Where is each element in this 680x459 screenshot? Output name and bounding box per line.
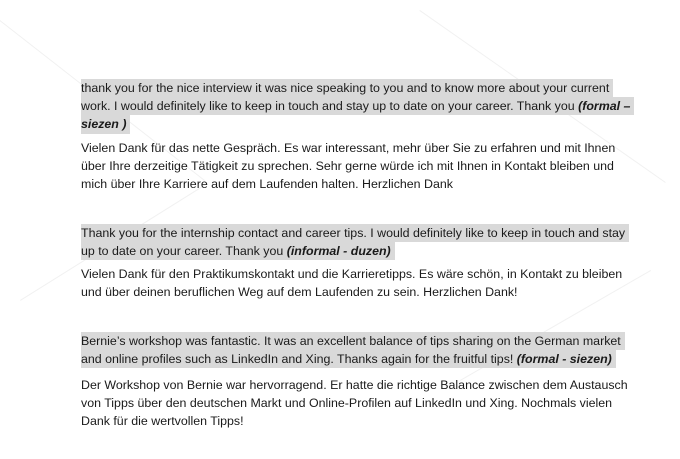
german-line: Vielen Dank für den Praktikumskontakt und die Karrieretipps. Es wäre schön, in Kontakt zu bleiben [81, 267, 623, 281]
entry-1-german [81, 139, 616, 194]
english-line: up to date on your career. Thank you [81, 244, 287, 259]
english-line: thank you for the nice interview it was nice speaking to you and to know more about your current [81, 79, 613, 97]
german-line: Dank für die wertvollen Tipps! [81, 414, 244, 429]
german-line: Vielen Dank für das nette Gespräch. Es war interessant, mehr über Sie zu erfahren und mit Ihnen [81, 141, 616, 155]
entry-3-german [81, 376, 628, 431]
german-line: über Ihre derzeitige Tätigkeit zu sprechen. Sehr gerne würde ich mit Ihnen in Kontakt bleiben und [81, 159, 614, 174]
register-tag: siezen ) [81, 115, 130, 133]
entry-3-english [81, 332, 621, 368]
english-line: Bernie’s workshop was fantastic. It was an excellent balance of tips sharing on the German market [81, 332, 625, 350]
german-line: und über deinen beruflichen Weg auf dem Laufenden zu sein. Herzlichen Dank! [81, 285, 518, 300]
register-tag: (formal - siezen) [516, 352, 612, 367]
german-line: mich über Ihre Karriere auf dem Laufenden halten. Herzlichen Dank [81, 177, 453, 192]
entry-2-german [81, 265, 623, 301]
german-line: von Tipps über den deutschen Markt und Online-Profilen auf LinkedIn und Xing. Nochmals vielen [81, 396, 613, 411]
entry-2-english [81, 224, 626, 260]
english-line: and online profiles such as LinkedIn and Xing. Thanks again for the fruitful tips! [81, 352, 517, 367]
german-line: Der Workshop von Bernie war hervorragend. Er hatte die richtige Balance zwischen dem Austausch [81, 378, 628, 392]
register-tag: (informal - duzen) [286, 244, 391, 259]
register-tag: (formal – [578, 99, 631, 114]
english-line: Thank you for the internship contact and career tips. I would definitely like to keep in touch and stay [81, 224, 629, 242]
english-line: work. I would definitely like to keep in touch and stay up to date on your career. Thank you [81, 99, 579, 114]
entry-1-english [81, 79, 631, 134]
